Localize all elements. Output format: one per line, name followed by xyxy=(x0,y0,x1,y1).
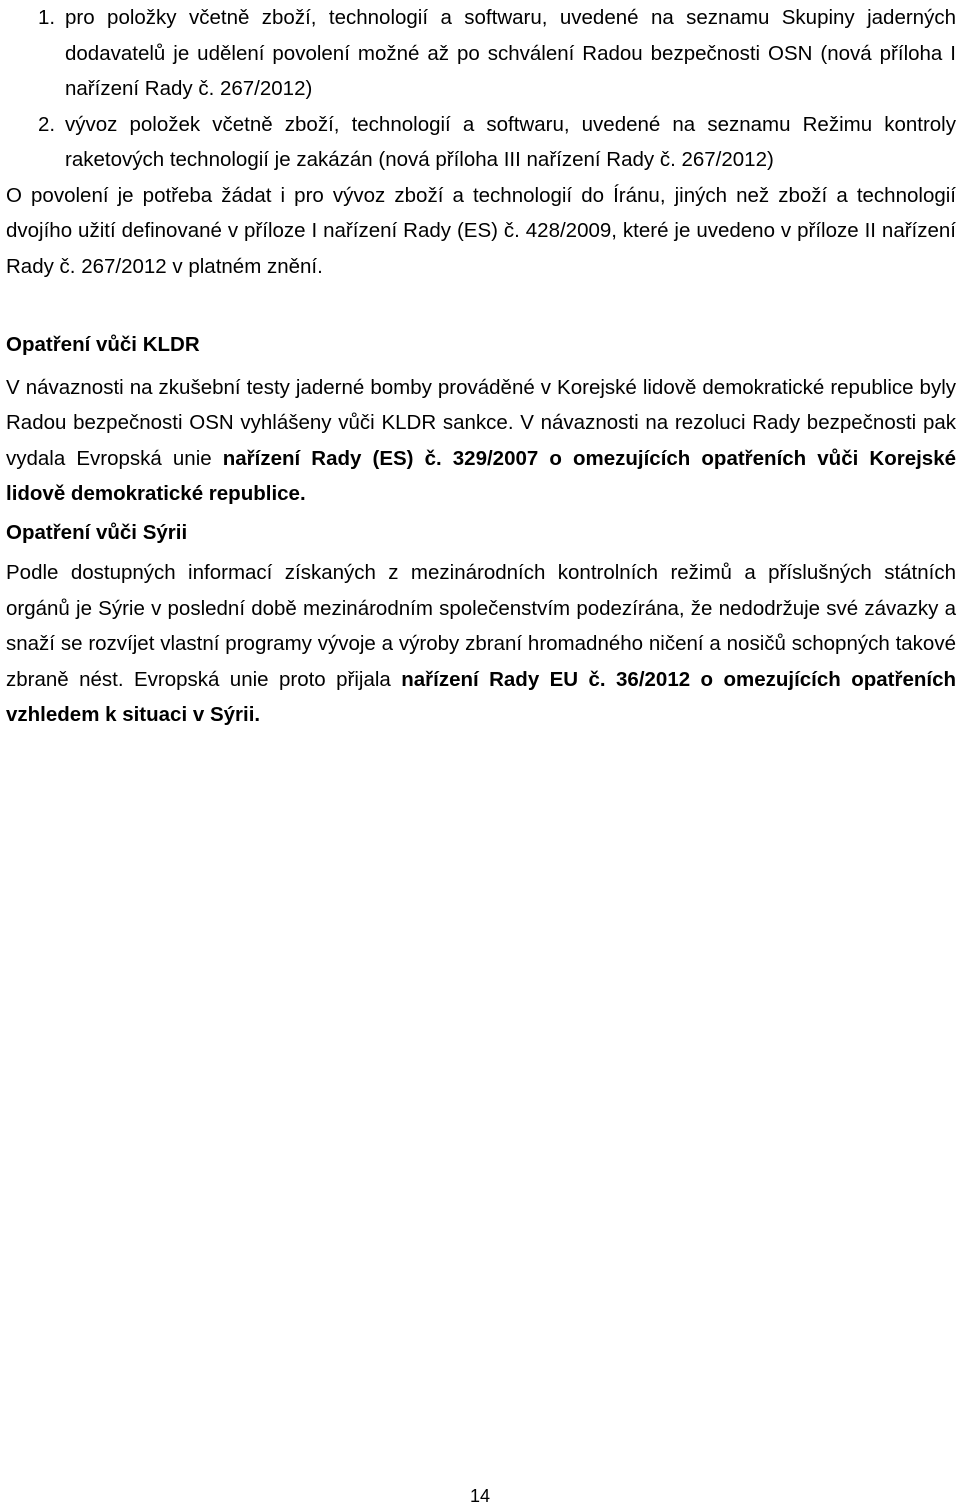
page-number: 14 xyxy=(469,1486,491,1506)
iran-paragraph: O povolení je potřeba žádat i pro vývoz zboží a technologií do Íránu, jiných než zboží a technologií dvojího užití definované v příloze I nařízení Rady (ES) č. 428/2009, které je uvedeno v příloze II nařízení Rady č. 267/2012 v platném znění. xyxy=(6,183,956,278)
list-item-text: vývoz položek včetně zboží, technologií a softwaru, uvedené na seznamu Režimu kontroly raketových technologií je zakázán (nová příloha III nařízení Rady č. 267/2012) xyxy=(65,112,956,171)
list-item-number: 2. xyxy=(38,112,56,136)
syria-regulation-reference: nařízení Rady EU č. 36/2012 o omezujících opatřeních vzhledem k situaci v Sýrii. xyxy=(6,667,956,726)
document-page xyxy=(6,0,956,1509)
numbered-list xyxy=(6,0,956,178)
list-item xyxy=(6,0,956,107)
syria-text: Podle dostupných informací získaných z mezinárodních kontrolních režimů a příslušných státních orgánů je Sýrie v poslední době mezinárodním společenstvím podezírána, že nedodržuje své závazky a snaží se rozvíjet vlastní programy vývoje a výroby zbraní hromadného ničení a nosičů schopných takové zbraně nést. Evropská unie proto přijala xyxy=(6,561,956,691)
syria-heading: Opatření vůči Sýrii xyxy=(6,520,188,544)
kldr-paragraph xyxy=(6,370,956,512)
list-item-number: 1. xyxy=(38,6,56,29)
list-item xyxy=(6,107,956,178)
kldr-heading: Opatření vůči KLDR xyxy=(6,333,200,356)
syria-paragraph xyxy=(6,555,956,733)
document-body xyxy=(6,0,956,733)
kldr-text: V návaznosti na zkušební testy jaderné bomby prováděné v Korejské lidově demokratické republice byly Radou bezpečnosti OSN vyhlášeny vůči KLDR sankce. V návaznosti na rezoluci Rady bezpečnosti pak vydala Evropská unie xyxy=(6,375,956,470)
kldr-regulation-reference: nařízení Rady (ES) č. 329/2007 o omezujících opatřeních vůči Korejské lidově demokratické republice. xyxy=(6,446,956,505)
list-item-text: pro položky včetně zboží, technologií a softwaru, uvedené na seznamu Skupiny jaderných dodavatelů je udělení povolení možné až po schválení Radou bezpečnosti OSN (nová příloha I nařízení Rady č. 267/2012) xyxy=(65,6,956,100)
